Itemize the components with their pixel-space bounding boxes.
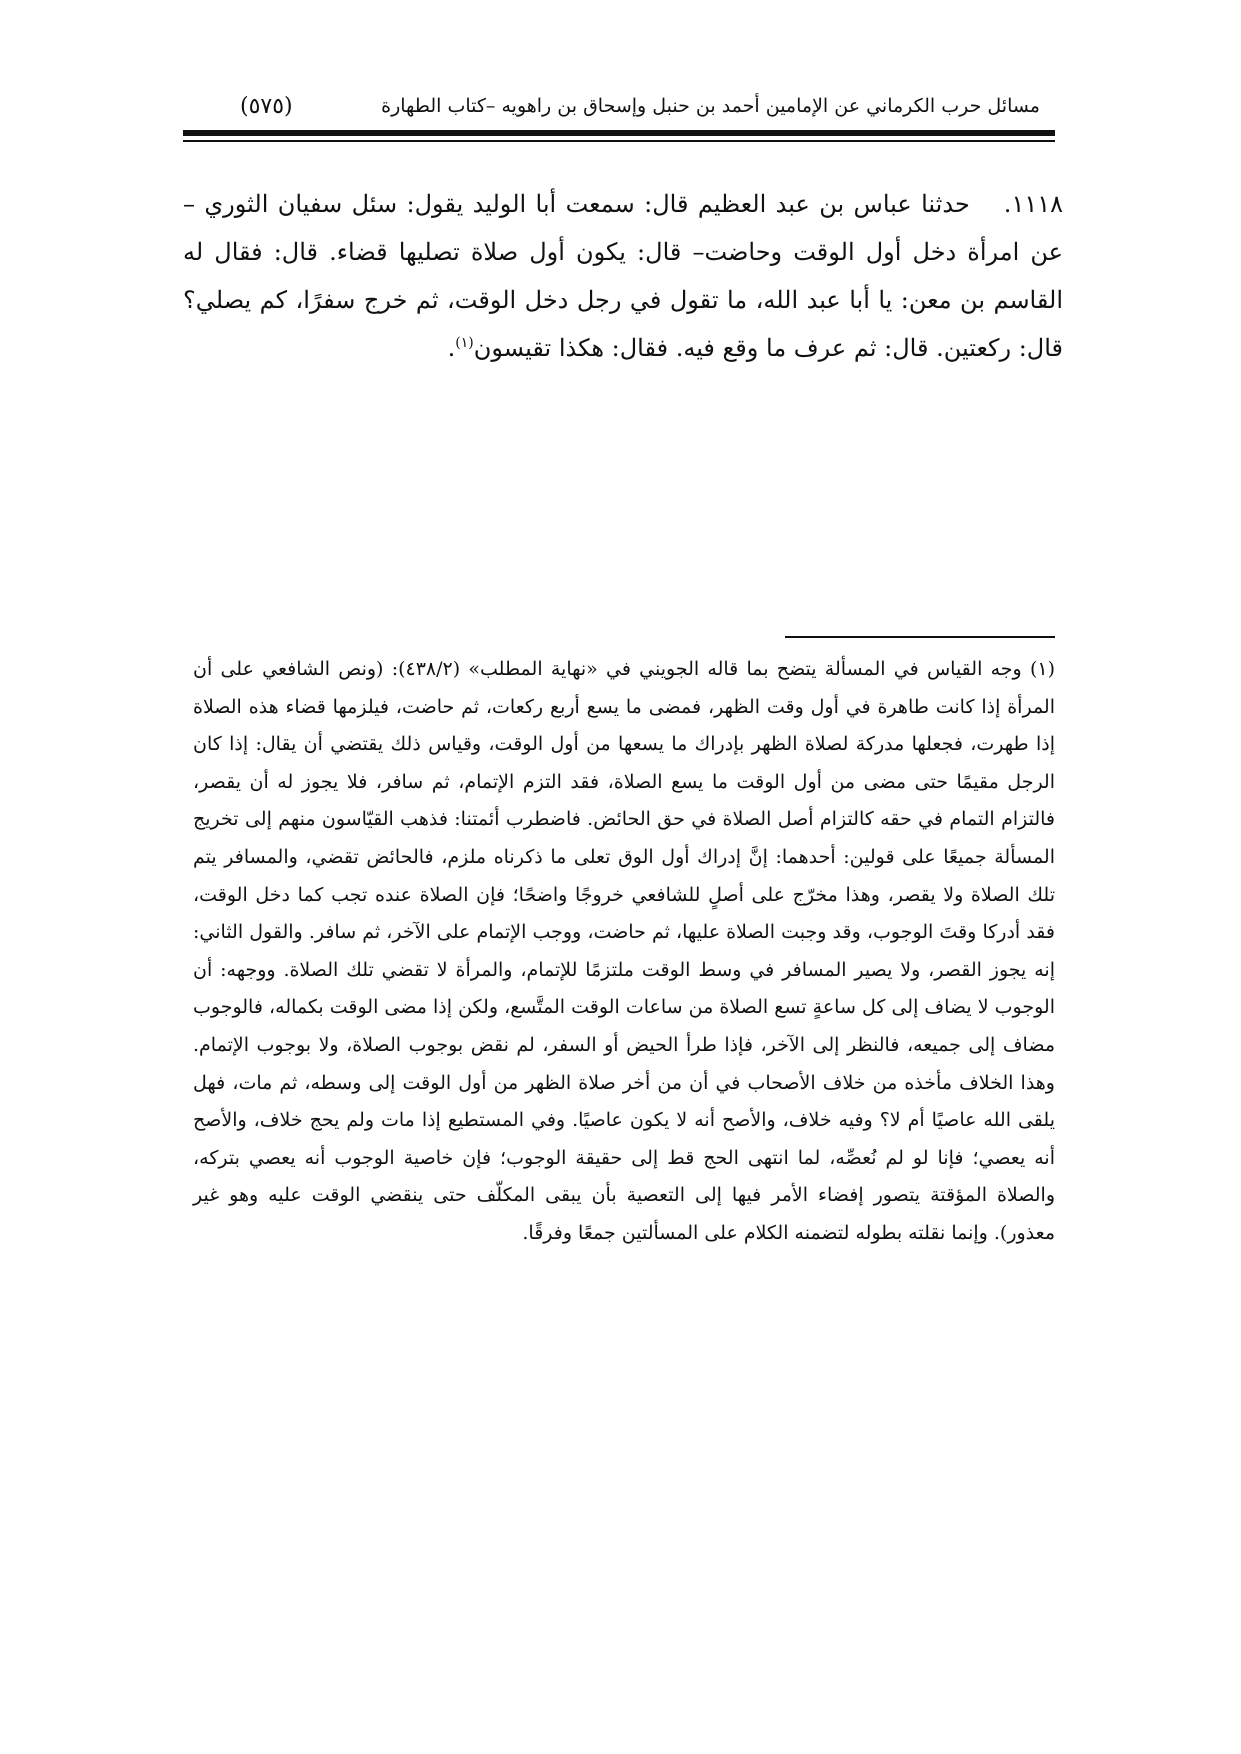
running-title: مسائل حرب الكرماني عن الإمامين أحمد بن حنبل وإسحاق بن راهويه –كتاب الطهارة [381, 95, 1040, 117]
page-number: (٥٧٥) [240, 93, 293, 119]
page-header [240, 86, 1040, 126]
header-rule-thin [183, 140, 1055, 142]
main-entry [183, 180, 1063, 372]
entry-text: حدثنا عباس بن عبد العظيم قال: سمعت أبا الوليد يقول: سئل سفيان الثوري –عن امرأة دخل أول الوقت وحاضت– قال: يكون أول صلاة تصليها قضاء. قال: فقال له القاسم بن معن: يا أبا عبد الله، ما تقول في رجل دخل الوقت، ثم خرج سفرًا، كم يصلي؟ قال: ركعتين. قال: ثم عرف ما وقع فيه. فقال: هكذا تقيسون [183, 190, 1063, 362]
footnote-separator [785, 636, 1055, 638]
entry-end: . [447, 334, 456, 362]
footnote: (١) وجه القياس في المسألة يتضح بما قاله الجويني في «نهاية المطلب» (٤٣٨/٢): (ونص الشافعي على أن المرأة إذا كانت طاهرة في أول وقت الظهر، فمضى ما يسع أربع ركعات، ثم حاضت، فيلزمها قضاء هذه الصلاة إذا طهرت، فجعلها مدركة لصلاة الظهر بإدراك ما يسعها من أول الوقت، وقياس ذلك يقتضي أن يقال: إذا كان الرجل مقيمًا حتى مضى من أول الوقت ما يسع الصلاة، فقد التزم الإتمام، ثم سافر، فلا يجوز له أن يقصر، فالتزام التمام في حقه كالتزام أصل الصلاة في حق الحائض. فاضطرب أئمتنا: فذهب القيّاسون منهم إلى تخريج المسألة جميعًا على قولين: أحدهما: إنَّ إدراك أول الوق تعلى ما ذكرناه ملزم، فالحائض تقضي، والمسافر يتم تلك الصلاة ولا يقصر، وهذا مخرّج على أصلٍ للشافعي خروجًا واضحًا؛ فإن الصلاة عنده تجب كما دخل الوقت، فقد أدركا وقتَ الوجوب، وقد وجبت الصلاة عليها، ثم حاضت، ووجب الإتمام على الآخر، ثم سافر. والقول الثاني: إنه يجوز القصر، ولا يصير المسافر في وسط الوقت ملتزمًا للإتمام، والمرأة لا تقضي تلك الصلاة. ووجهه: أن الوجوب لا يضاف إلى كل ساعةٍ تسع الصلاة من ساعات الوقت المتَّسع، ولكن إذا مضى الوقت بكماله، فالوجوب مضاف إلى جميعه، فالنظر إلى الآخر، فإذا طرأ الحيض أو السفر، لم نقض بوجوب الصلاة، ولا بوجوب الإتمام. وهذا الخلاف مأخذه من خلاف الأصحاب في أن من أخر صلاة الظهر من أول الوقت إلى وسطه، ثم مات، فهل يلقى الله عاصيًا أم لا؟ وفيه خلاف، والأصح أنه لا يكون عاصيًا. وفي المستطيع إذا مات ولم يحج خلاف، والأصح أنه يعصي؛ فإنا لو لم نُعصِّه، لما انتهى الحج قط إلى حقيقة الوجوب؛ فإن خاصية الوجوب أنه يعصي بتركه، والصلاة المؤقتة يتصور إفضاء الأمر فيها إلى التعصية بأن يبقى المكلّف حتى ينقضي الوقت عليه وهو غير معذور). وإنما نقلته بطوله لتضمنه الكلام على المسألتين جمعًا وفرقًا. [193, 658, 1055, 1244]
footnote-reference[interactable]: (١) [455, 335, 474, 351]
entry-number: ١١١٨. [1003, 190, 1063, 218]
header-rule-thick [183, 130, 1055, 136]
